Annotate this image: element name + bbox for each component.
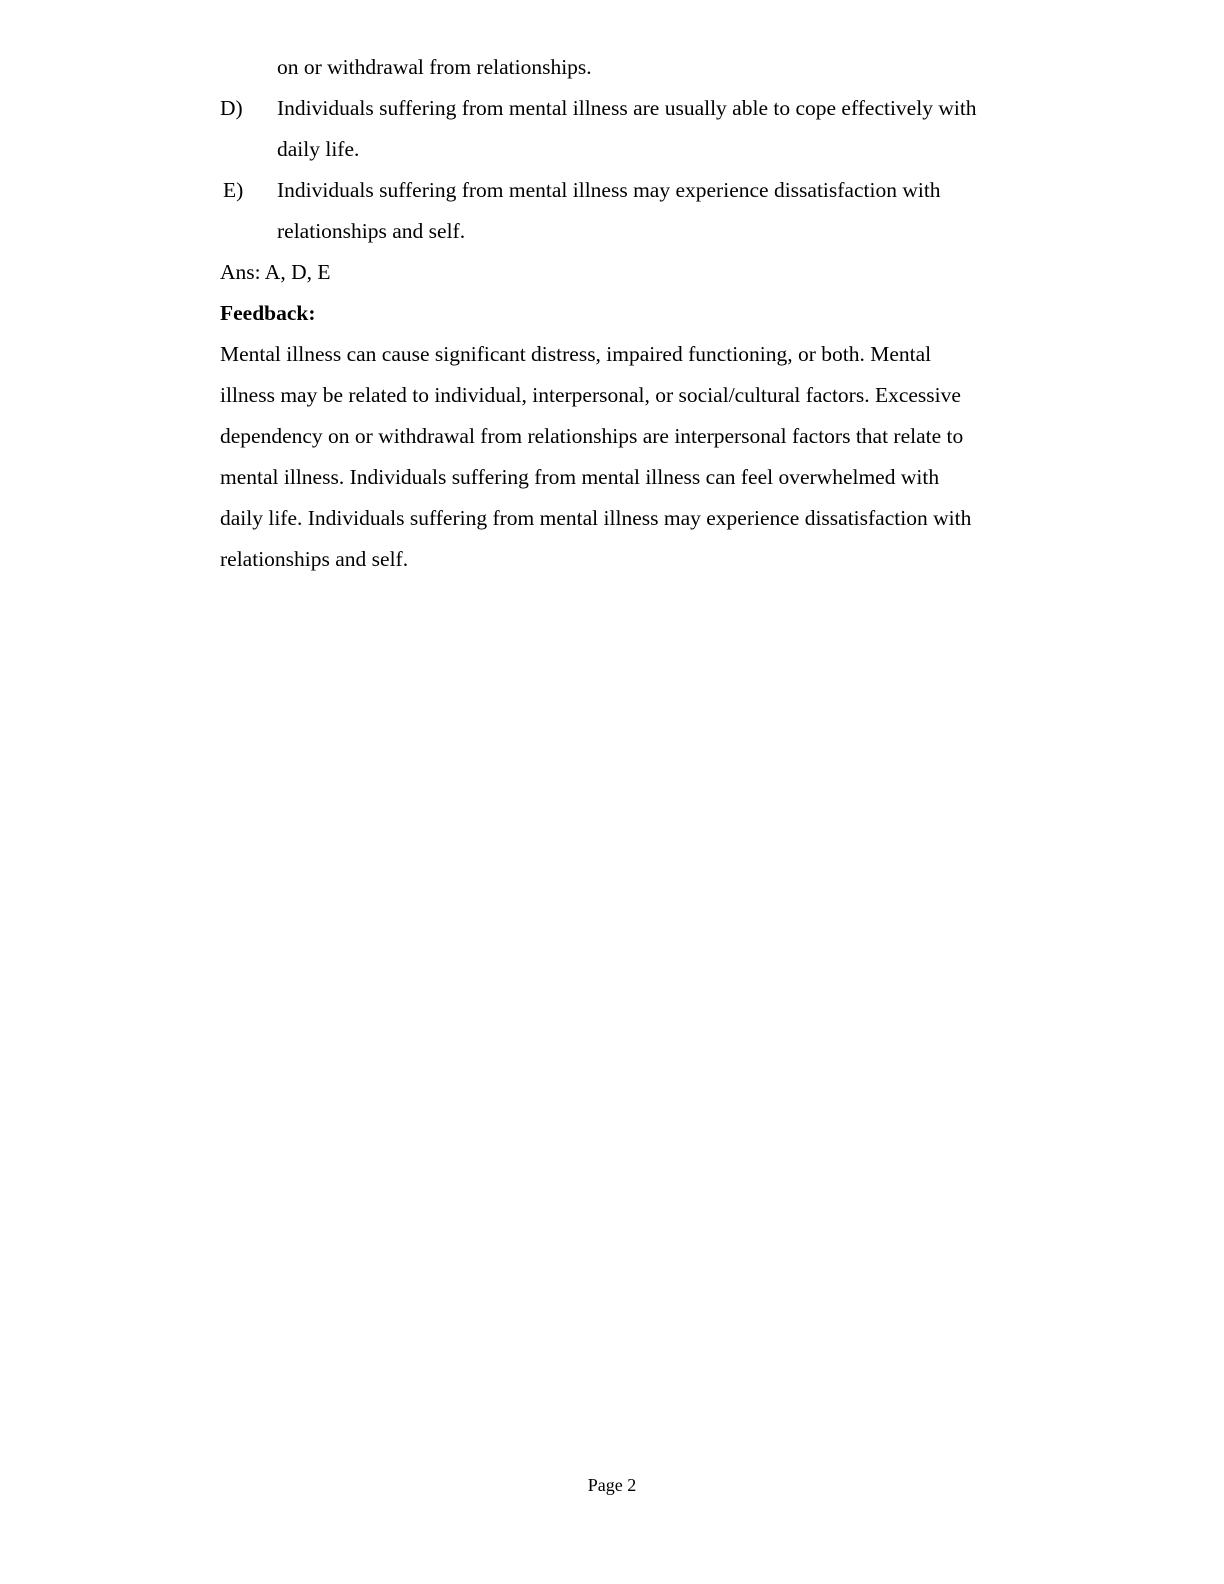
- option-text-line: Individuals suffering from mental illness may experience dissatisfaction with: [277, 178, 941, 202]
- option-letter: E): [223, 178, 244, 202]
- option-text: [220, 88, 1060, 170]
- feedback-paragraph: [220, 334, 1060, 580]
- feedback-heading: Feedback:: [220, 301, 316, 325]
- option-e: [220, 170, 1060, 252]
- option-text-line: relationships and self.: [277, 219, 466, 243]
- document-body: [220, 47, 1060, 580]
- feedback-line: Mental illness can cause significant distress, impaired functioning, or both. Mental: [220, 342, 932, 366]
- feedback-line: dependency on or withdrawal from relationships are interpersonal factors that relate to: [220, 424, 964, 448]
- option-text: [220, 170, 1060, 252]
- continuation-line: on or withdrawal from relationships.: [277, 55, 592, 79]
- option-d: [220, 88, 1060, 170]
- option-letter: D): [220, 96, 243, 120]
- option-text-line: daily life.: [277, 137, 360, 161]
- answer-line: Ans: A, D, E: [220, 260, 331, 284]
- option-text-line: Individuals suffering from mental illness are usually able to cope effectively with: [277, 96, 977, 120]
- feedback-line: relationships and self.: [220, 547, 409, 571]
- feedback-line: mental illness. Individuals suffering from mental illness can feel overwhelmed with: [220, 465, 940, 489]
- feedback-line: illness may be related to individual, interpersonal, or social/cultural factors. Excessive: [220, 383, 961, 407]
- page-number: Page 2: [587, 1475, 637, 1495]
- feedback-line: daily life. Individuals suffering from mental illness may experience dissatisfaction with: [220, 506, 972, 530]
